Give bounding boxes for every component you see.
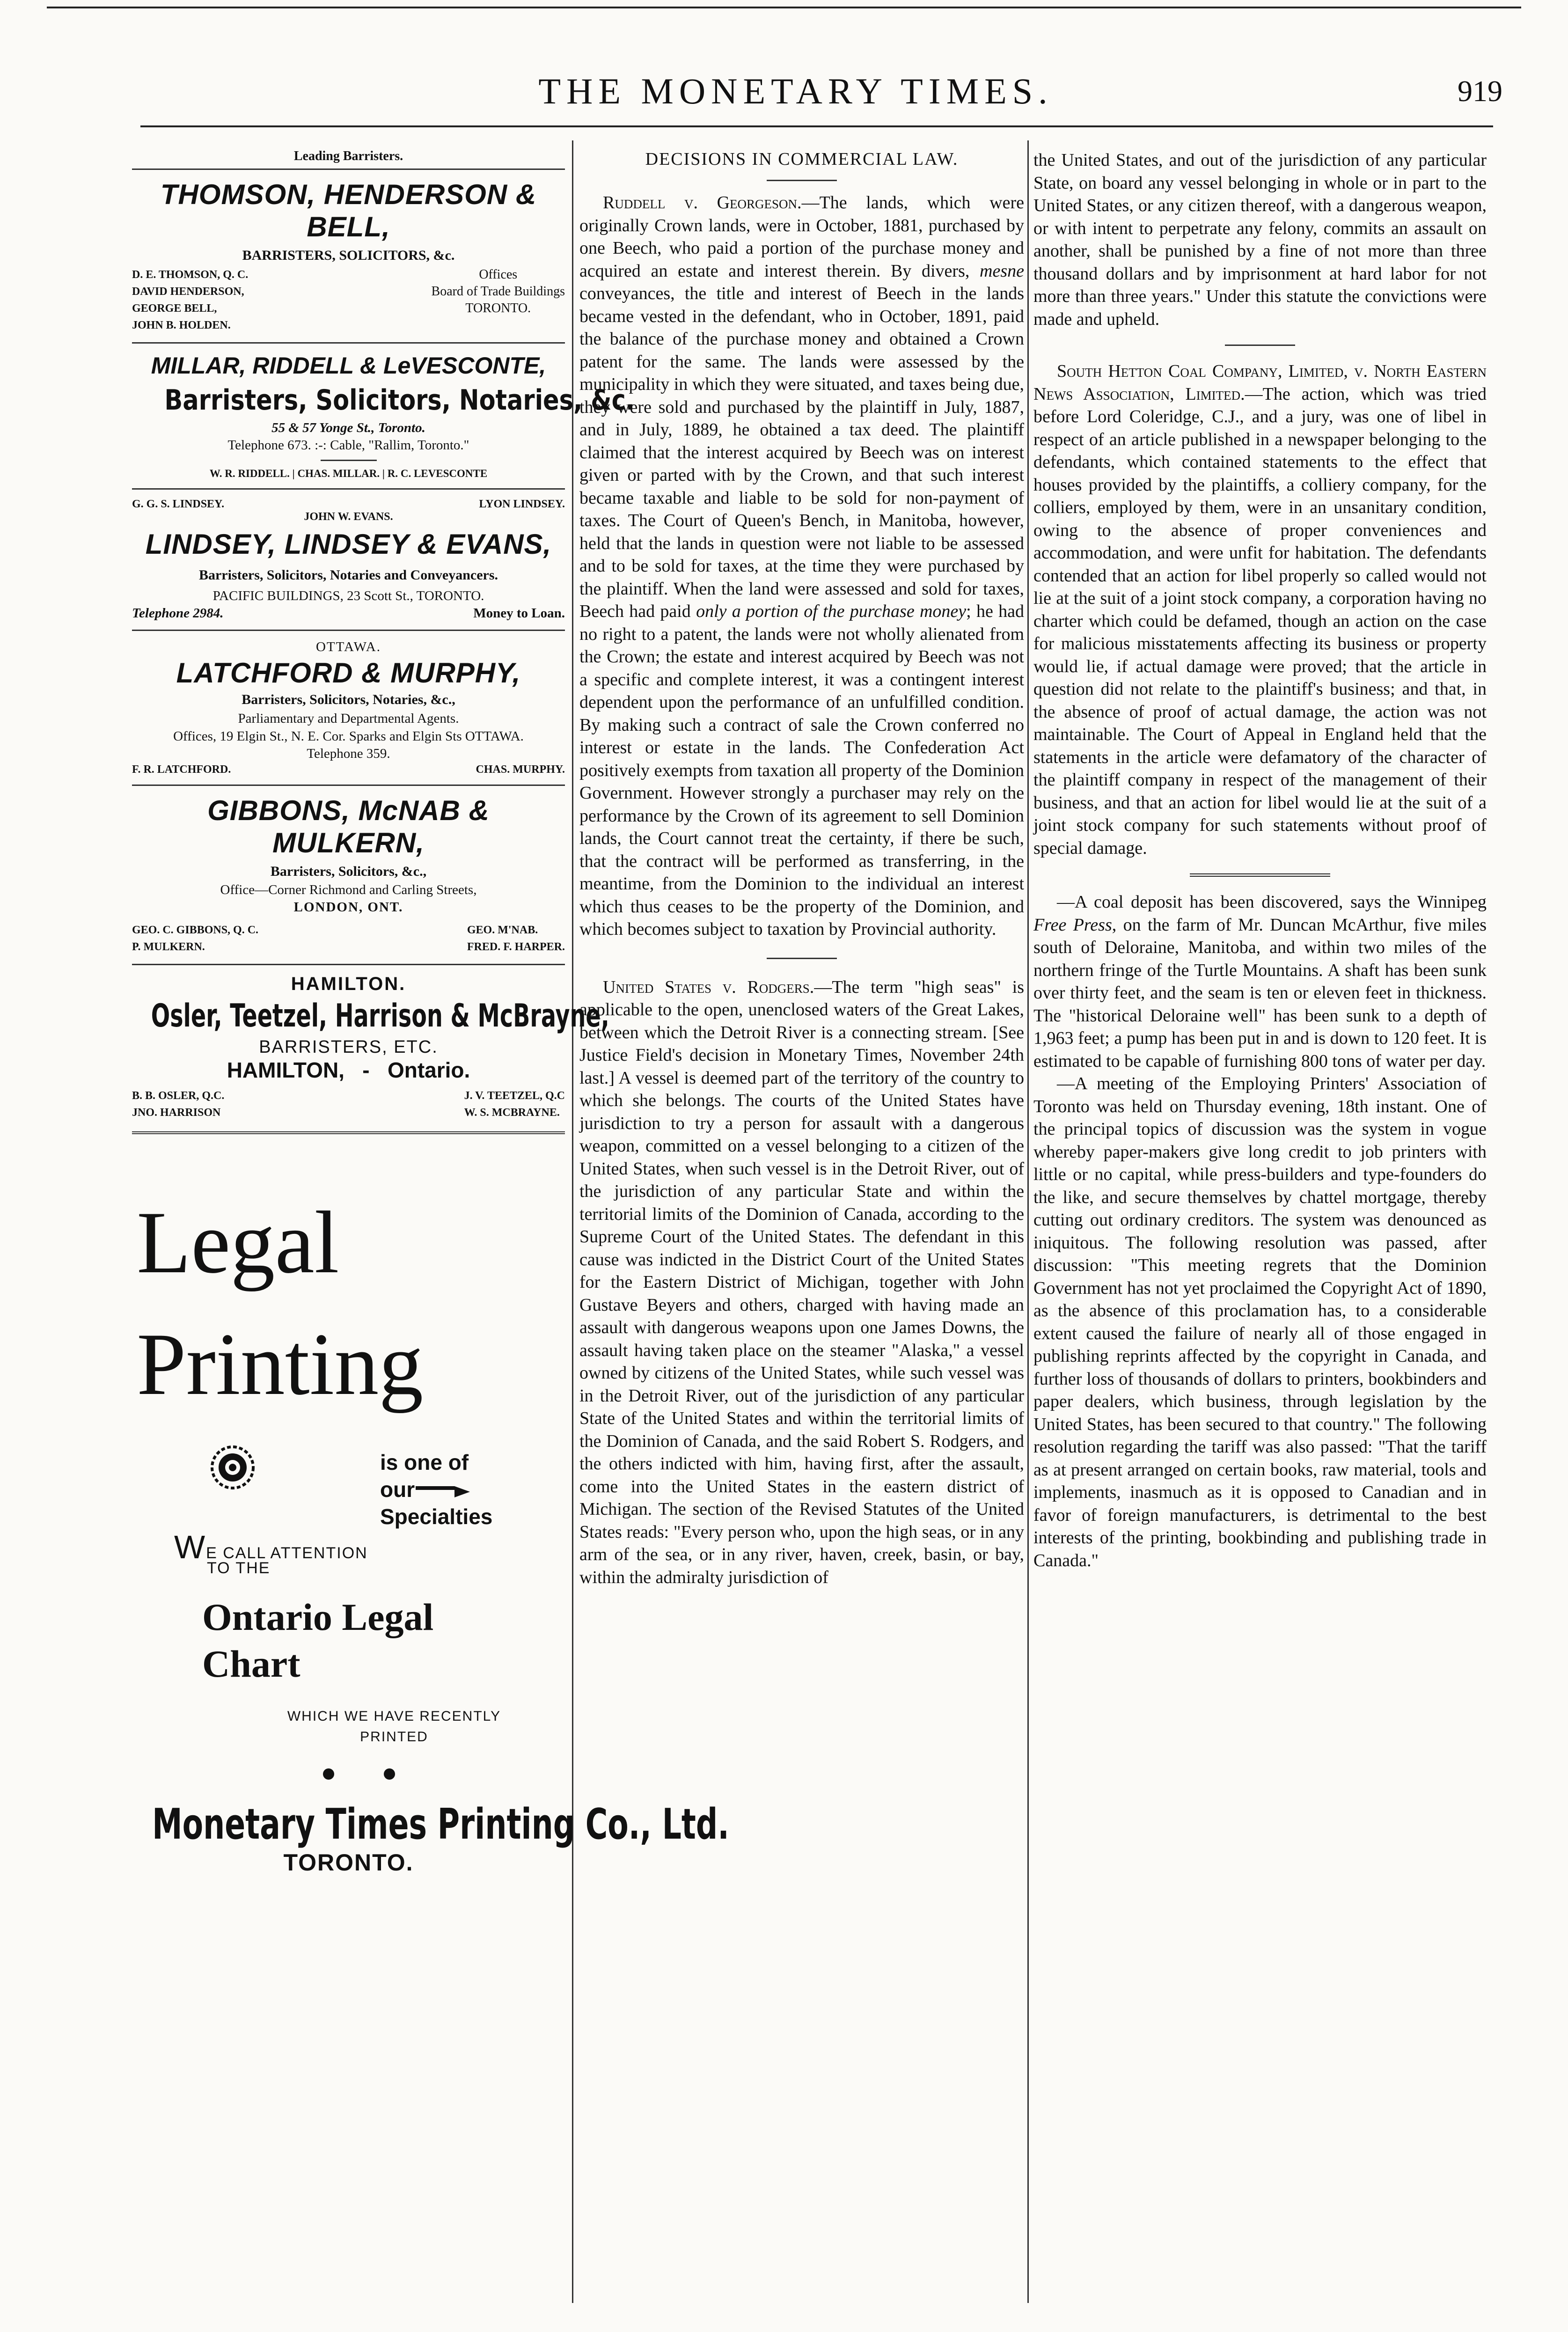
- divider: [132, 342, 565, 344]
- partner-list: W. R. RIDDELL. | CHAS. MILLAR. | R. C. LEVESCONTE: [209, 468, 488, 479]
- news-text: , on the farm of Mr. Duncan McArthur, five miles south of Deloraine, Manitoba, and within two miles of the northern fringe of the Turtle Mountains. A shaft has been sunk over thirty feet, and the seam is ten or eleven feet in thickness. The "historical Deloraine well" has been sunk to a depth of 1,963 feet; a pump has been put in and is down to 120 feet. It is estimated to be capable of furnishing 800 tons of water per day.: [1033, 915, 1487, 1071]
- column-divider-2: [1027, 140, 1029, 2303]
- case-text: —The action, which was tried before Lord Coleridge, C.J., and a jury, was one of libel in respect of an article published in a newspaper belonging to the defendants, which contained statements to the effect that houses provided by the plaintiffs, a colliery company, for the colliers, employed by them, were in an unsanitary condition, owing to the absence of proper conveniences and accommodation, and were unfit for habitation. The defendants contended that an action for libel properly so called would not lie at the suit of a joint stock company, a corporation having no charter which could be defamed, though an action on the case for malicious misstatements affecting its business or property would lie, if actual damage were proved; that the article in question did not relate to the plaintiff's business; and that, in the absence of proof of actual damage, the action was not maintainable. The Court of Appeal in England held that the statements in the article were defamatory of the character of the plaintiff company in respect of the management of their business, and that an action for libel would lie at the suit of a joint stock company for such statements without proof of special damage.: [1033, 384, 1487, 858]
- printing-advertisement: [132, 1144, 565, 1800]
- partner: JOHN W. EVANS.: [304, 511, 393, 523]
- card-thomson: [132, 178, 565, 334]
- firm-name: Osler, Teetzel, Harrison & McBrayne,: [151, 997, 609, 1034]
- firm-subtitle: Barristers, Solicitors, Notaries, &c.,: [242, 692, 455, 707]
- ad-line-row: [380, 1476, 492, 1503]
- ad-line: E CALL ATTENTION: [206, 1544, 368, 1562]
- short-rule: [321, 460, 377, 461]
- ad-recently-printed: [272, 1706, 516, 1747]
- case-name: South Hetton Coal Company, Limited, v. North Eastern News Association, Limited.: [1033, 361, 1487, 404]
- short-rule: [767, 958, 837, 959]
- case-rodgers-continued: the United States, and out of the jurisdiction of any particular State, on board any vessel belonging in whole or in part to the United States, or any citizen thereof, with a dangerous weapon, or with intent to perpetrate any felony, commits an assault on another, shall be punished by a fine of not more than three thousand dollars and by imprisonment at hard labor for not more than three years." Under this statute the convictions were made and upheld.: [1033, 150, 1487, 329]
- ad-line: TO THE: [207, 1559, 271, 1577]
- firm-name: GIBBONS, McNAB & MULKERN,: [207, 795, 490, 858]
- office-line: Offices: [479, 267, 518, 282]
- double-rule: [1190, 873, 1330, 877]
- news-text-italic: Free Press: [1033, 915, 1112, 935]
- partner-list: [132, 1087, 565, 1121]
- partner: FRED. F. HARPER.: [467, 941, 565, 953]
- partner-list: [132, 266, 565, 334]
- partner: GEO. M'NAB.: [467, 924, 538, 936]
- case-text: ; he had no right to a patent, the lands were not wholly alienated from the Crown; the estate and interest acquired by Beech was not a specific and complete interest, it was a contingent interest dependent upon the performance of an unfulfilled condition. By making such a contract of sale the Crown conferred no interest or estate in the lands. The Confederation Act positively exempts from taxation all property of the Dominion Government. However strongly a purchaser may rely on the performance by the Crown of its agreement to sell Dominion lands, the Court cannot treat the certainty, if there be such, that the contract will be performed as transferring, in the meantime, from the Dominion to the individual an interest which thus ceases to be the property of the Dominion, and which becomes subject to taxation by Provincial authority.: [579, 601, 1024, 939]
- ad-line: Ontario Legal: [202, 1596, 434, 1638]
- firm-detail: Parliamentary and Departmental Agents.: [238, 711, 459, 726]
- ad-call-attention: [174, 1528, 368, 1577]
- ad-line: Chart: [202, 1643, 300, 1685]
- firm-subtitle: Barristers, Solicitors, Notaries and Conveyancers.: [198, 567, 498, 583]
- news-text: —A coal deposit has been discovered, says the Winnipeg: [1057, 892, 1487, 912]
- firm-address: Offices, 19 Elgin St., N. E. Cor. Sparks and Elgin Sts OTTAWA.: [173, 729, 524, 744]
- newspaper-title: THE MONETARY TIMES.: [538, 71, 1053, 111]
- news-column: [1033, 149, 1487, 1572]
- partner: P. MULKERN.: [132, 941, 205, 953]
- card-millar: [132, 352, 635, 480]
- company-city: TORONTO.: [283, 1849, 414, 1876]
- arrow-pointer-icon: [415, 1481, 471, 1497]
- card-latchford: [132, 639, 565, 776]
- divider: [132, 630, 565, 631]
- section-heading: Leading Barristers.: [293, 149, 403, 163]
- case-south-hetton-paragraph: [1033, 360, 1487, 859]
- firm-name: LINDSEY, LINDSEY & EVANS,: [145, 528, 552, 560]
- partner: GEORGE BELL,: [132, 302, 217, 315]
- partner: B. B. OSLER, Q.C.: [132, 1090, 225, 1102]
- firm-name: MILLAR, RIDDELL & LeVESCONTE,: [151, 352, 546, 379]
- partner: G. G. S. LINDSEY.: [132, 498, 225, 510]
- card-gibbons: [132, 794, 565, 955]
- case-text: conveyances, the title and interest of Beech in the lands became vested in the defendant, who in October, 1891, paid the balance of the purchase money and obtained a Crown patent for the same. The lands were assessed by the municipality in which they were situated, and taxes being due, they were sold and purchased by the plaintiff in July, 1887, and in July, 1889, he obtained a tax deed. The plaintiff claimed that the interest acquired by Beech was on interest given or parted with by the Crown, and that such interest became taxable and liable to be sold for non-payment of taxes. The Court of Queen's Bench, in Manitoba, however, held that the lands in question were not liable to be assessed and to be sold for taxes, at the time they were purchased by the plaintiff. When the land were assessed and sold for taxes, Beech had paid: [579, 284, 1024, 621]
- ad-headline: Printing: [137, 1315, 424, 1414]
- loan-notice: Money to Loan.: [473, 606, 565, 621]
- firm-city: LONDON, ONT.: [293, 900, 403, 915]
- top-border-rule: [47, 7, 1521, 8]
- firm-subtitle: BARRISTERS, SOLICITORS, &c.: [242, 248, 455, 263]
- chart-title: [202, 1594, 433, 1687]
- firm-address: 55 & 57 Yonge St., Toronto.: [271, 420, 425, 435]
- partner: W. S. MCBRAYNE.: [464, 1107, 560, 1119]
- ad-line: is one of: [380, 1450, 469, 1474]
- partner: CHAS. MURPHY.: [476, 763, 565, 776]
- firm-telephone: Telephone 359.: [307, 746, 390, 761]
- case-name: United States v. Rodgers.: [603, 977, 814, 997]
- ad-line: WHICH WE HAVE RECENTLY: [287, 1709, 501, 1724]
- divider: [132, 488, 565, 490]
- partner-row: [132, 763, 565, 776]
- divider: [132, 785, 565, 786]
- case-text-italic: mesne: [980, 261, 1024, 281]
- rosette-ornament-icon: [207, 1444, 258, 1491]
- city-heading: OTTAWA.: [315, 639, 381, 654]
- firm-name: LATCHFORD & MURPHY,: [176, 657, 521, 689]
- drop-letter: W: [174, 1529, 206, 1565]
- office-line: TORONTO.: [465, 301, 531, 315]
- partner: GEO. C. GIBBONS, Q. C.: [132, 924, 259, 936]
- divider: [132, 169, 565, 170]
- double-divider: [132, 1131, 565, 1134]
- card-lindsey: [132, 498, 565, 621]
- coal-deposit-paragraph: [1033, 891, 1487, 1072]
- office-line: Board of Trade Buildings: [431, 284, 565, 299]
- divider: [132, 964, 565, 965]
- partner-list: [132, 922, 565, 955]
- header-rule: [140, 125, 1493, 127]
- card-osler: [132, 974, 609, 1121]
- page-number: 919: [1458, 74, 1502, 108]
- case-rodgers-paragraph: [579, 976, 1024, 1589]
- printers-meeting-paragraph: —A meeting of the Employing Printers' Association of Toronto was held on Thursday evening, 18th instant. One of the principal topics of discussion was the system in vogue whereby paper-makers give long credit to job printers with little or no capital, while press-builders and type-founders do the like, and secure themselves by chattel mortgage, thereby cutting out ordinary creditors. The system was denounced as iniquitous. The following resolution was passed, after discussion: "This meeting regrets that the Dominion Government has not yet proclaimed the Copyright Act of 1890, as the absence of this proclamation has, to a considerable extent caused the failure of nearly all of those engaged in publishing reprints affected by the copyright in Canada, and further loss of thousands of dollars to printers, bookbinders and paper dealers, which business, through legislation by the United States, has been secured to that country." The following resolution regarding the tariff was also passed: "That the tariff as at present arranged on certain books, raw material, tools and implements, inasmuch as it is opposed to Canadian and in favor of foreign manufacturers, is detrimental to the best interests of the printing, bookbinding and publishing trade in Canada.": [1033, 1074, 1487, 1570]
- decisions-column: [579, 149, 1024, 1589]
- ad-specialty-text: [380, 1449, 492, 1530]
- ad-line: our: [380, 1477, 415, 1502]
- city-heading: HAMILTON.: [291, 974, 406, 994]
- column-divider-1: [572, 140, 573, 2303]
- partner: JNO. HARRISON: [132, 1107, 221, 1119]
- short-rule: [1225, 345, 1295, 346]
- article-title: DECISIONS IN COMMERCIAL LAW.: [645, 149, 959, 169]
- firm-name: THOMSON, HENDERSON & BELL,: [160, 179, 537, 242]
- partner: DAVID HENDERSON,: [132, 286, 244, 298]
- firm-subtitle: BARRISTERS, ETC.: [259, 1037, 438, 1057]
- case-text: —The lands, which were originally Crown lands, were in October, 1881, purchased by one Beech, who paid a portion of the purchase money and acquired an estate and interest therein. By divers,: [579, 193, 1024, 281]
- partner-row: [132, 498, 565, 511]
- case-text: —The term "high seas" is applicable to the open, unenclosed waters of the Great Lakes, between which the Detroit River is a connecting stream. [See Justice Field's decision in Monetary Times, November 24th last.] A vessel is deemed part of the territory of the country to which she belongs. The courts of the United States have jurisdiction to try a person for assault with a dangerous weapon, committed on a vessel belonging to a citizen of the United States, when such vessel is in the Detroit River, out of the jurisdiction of any particular State and within the territorial limits of the Dominion of Canada, according to the Supreme Court of the United States. The defendant in this cause was indicted in the District Court of the United States for the Eastern District of Michigan, together with John Gustave Beyers and others, charged with having made an assault with dangerous weapons upon one James Downs, the assault having taken place on the steamer "Alaska," a vessel owned by citizens of the United States, while such vessel was in the Detroit River, out of the jurisdiction of any particular State of the United States and within the territorial limits of the Dominion of Canada, and the said Robert S. Rodgers, and the others indicted with him, having first, after the assault, come into the United States in the eastern district of Michigan. The section of the Revised Statutes of the United States reads: "Every person who, upon the high seas, or in any arm of the sea, or in any river, haven, creek, basin, or bay, within the admiralty jurisdiction of: [579, 977, 1025, 1587]
- short-rule: [767, 180, 837, 181]
- ad-line: Specialties: [380, 1504, 493, 1529]
- contact-row: [132, 606, 565, 621]
- firm-city: HAMILTON, - Ontario.: [227, 1058, 470, 1082]
- firm-address: Office—Corner Richmond and Carling Streets,: [220, 882, 477, 897]
- company-name: Monetary Times Printing Co., Ltd.: [152, 1800, 729, 1849]
- firm-telephone: Telephone 2984.: [132, 606, 224, 621]
- firm-subtitle: Barristers, Solicitors, Notaries, &c.: [164, 384, 635, 417]
- case-text-italic: only a portion of the purchase money: [696, 601, 967, 621]
- firm-subtitle: Barristers, Solicitors, &c.,: [270, 864, 427, 879]
- case-name: Ruddell v. Georgeson.: [603, 193, 802, 213]
- partner: JOHN B. HOLDEN.: [132, 319, 231, 331]
- bullet-dots-icon: [319, 1767, 399, 1783]
- partner: F. R. LATCHFORD.: [132, 763, 231, 776]
- case-ruddell-paragraph: [579, 191, 1024, 941]
- partner: J. V. TEETZEL, Q.C: [464, 1090, 565, 1102]
- partner: LYON LINDSEY.: [479, 498, 565, 510]
- ad-headline: Legal: [137, 1194, 339, 1292]
- partner: D. E. THOMSON, Q. C.: [132, 269, 249, 281]
- ad-line: PRINTED: [360, 1729, 428, 1745]
- firm-telephone: Telephone 673. :-: Cable, "Rallim, Toronto.": [227, 438, 469, 453]
- firm-address: PACIFIC BUILDINGS, 23 Scott St., TORONTO.: [212, 588, 484, 603]
